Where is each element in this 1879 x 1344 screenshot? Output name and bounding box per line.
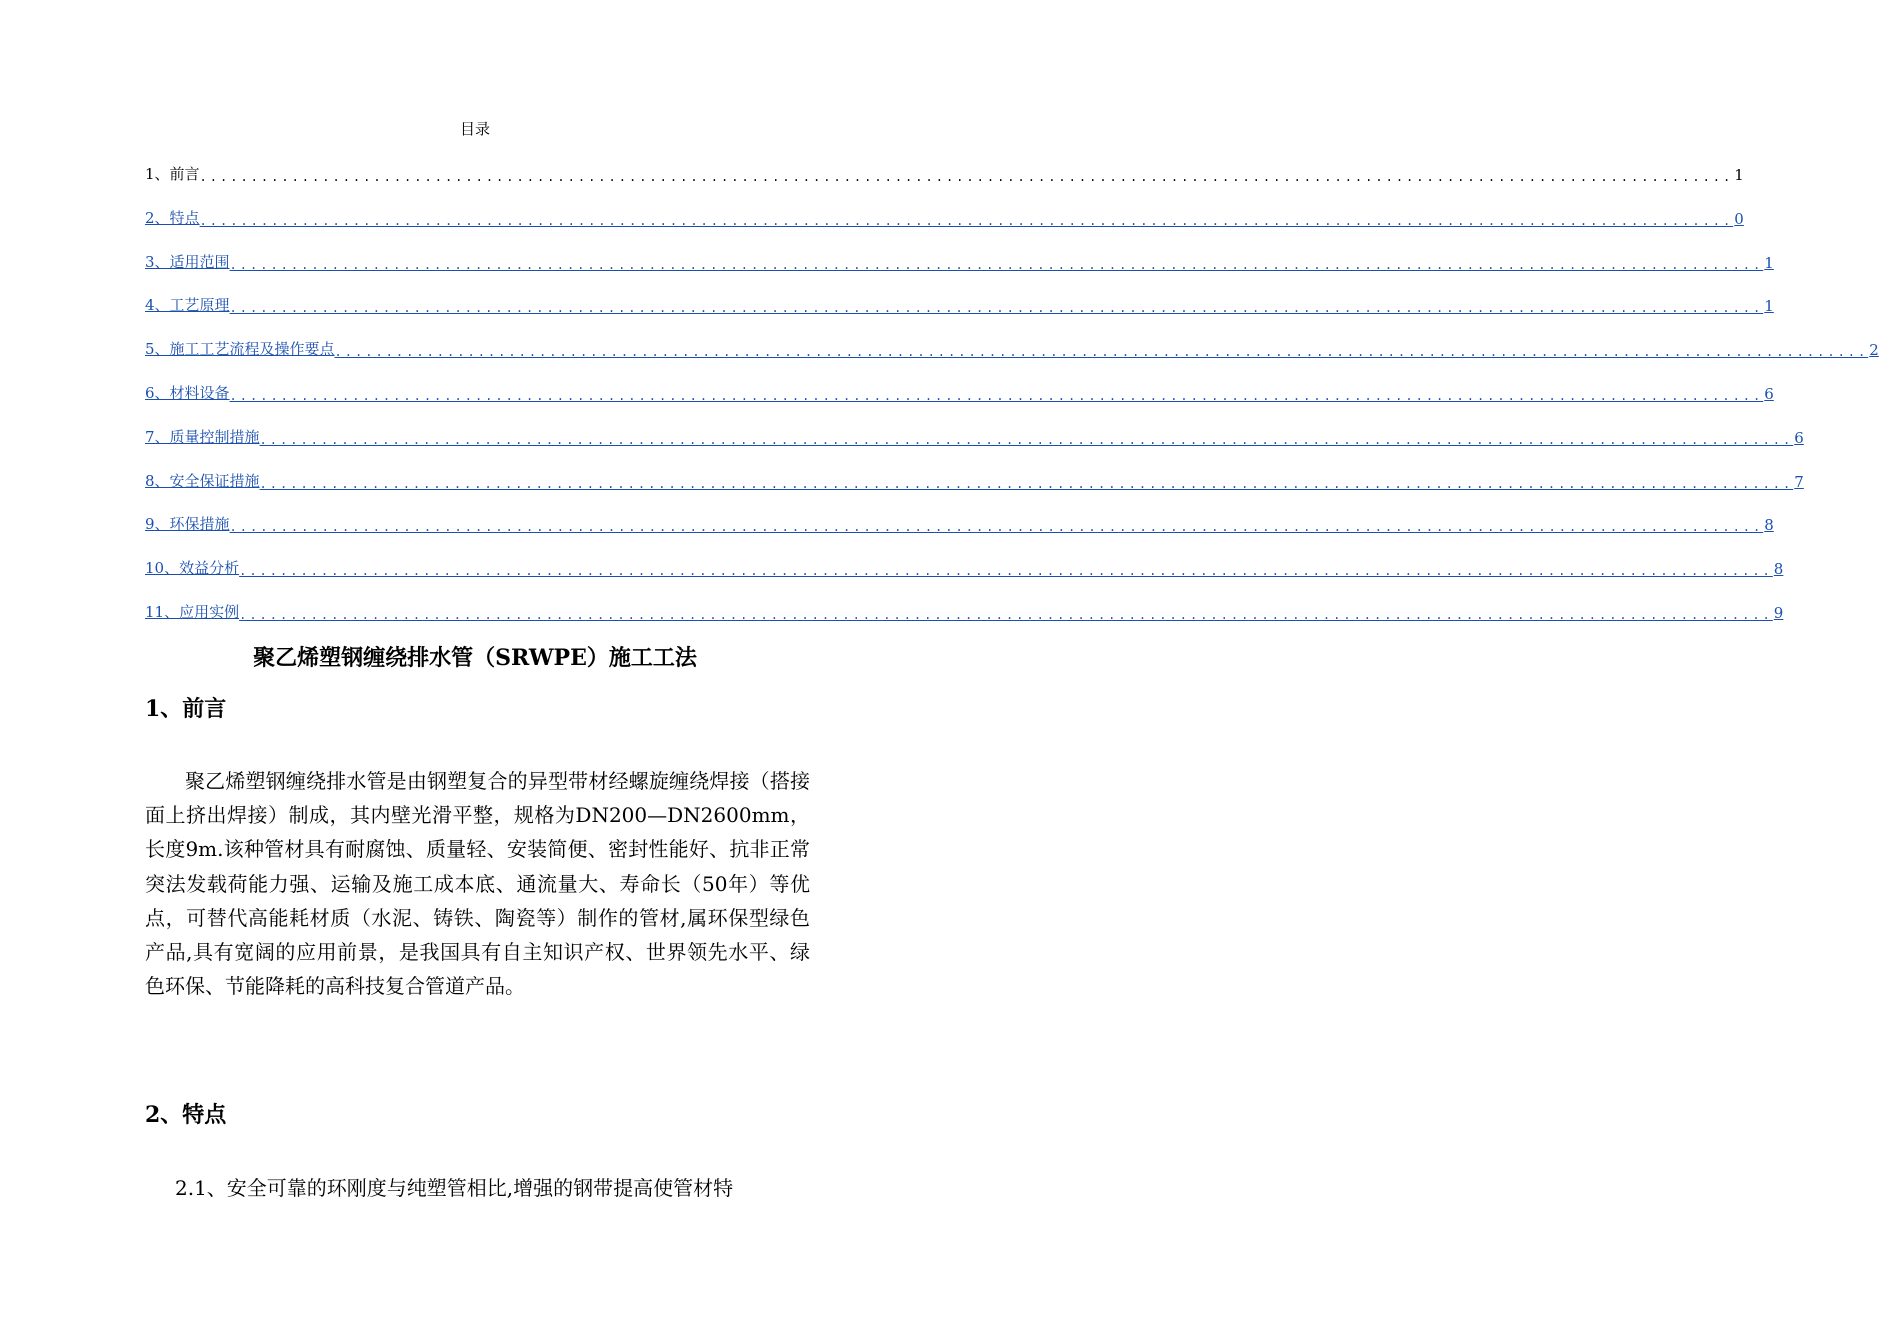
toc-entry-label: 4、工艺原理: [145, 296, 230, 315]
toc-entry-label: 10、效益分析: [145, 559, 240, 578]
toc-leader-dots: ......................................................................................................................................................: [259, 476, 1794, 491]
toc-entry-label: 9、环保措施: [145, 515, 230, 534]
toc-leader-dots: ......................................................................................................................................................: [199, 213, 1734, 228]
toc-entry[interactable]: [145, 447, 1804, 491]
document-title: 聚乙烯塑钢缠绕排水管（SRWPE）施工工法: [253, 645, 697, 671]
toc-entry[interactable]: [145, 578, 1784, 622]
toc-entry-label: 3、适用范围: [145, 252, 230, 271]
toc-leader-dots: ......................................................................................................................................................: [199, 170, 1734, 184]
toc-entry-label: 2、特点: [145, 208, 200, 227]
section-body-features: 2.1、安全可靠的环刚度与纯塑管相比,增强的钢带提高使管材特: [175, 1176, 734, 1200]
toc-entry[interactable]: [145, 403, 1804, 447]
toc-entry-label: 7、质量控制措施: [145, 427, 260, 446]
toc-leader-dots: ......................................................................................................................................................: [229, 388, 1764, 403]
toc-entry: [145, 160, 1744, 184]
toc-title: 目录: [459, 120, 490, 138]
section-heading-features: 2、特点: [145, 1102, 227, 1128]
section-heading-preface: 1、前言: [145, 696, 227, 722]
toc-entry-label: 11、应用实例: [145, 602, 240, 621]
toc-entry-label: 6、材料设备: [145, 383, 230, 402]
toc-leader-dots: ......................................................................................................................................................: [229, 301, 1764, 316]
table-of-contents: [145, 160, 1879, 622]
toc-leader-dots: ......................................................................................................................................................: [229, 520, 1764, 535]
toc-entry[interactable]: [145, 491, 1774, 535]
toc-entry-label: 8、安全保证措施: [145, 471, 260, 490]
toc-entry[interactable]: [145, 359, 1774, 403]
toc-entry[interactable]: [145, 315, 1879, 360]
toc-entry-page-number: 0: [1734, 209, 1744, 228]
toc-entry-page-number: 7: [1794, 472, 1804, 491]
toc-entry-page-number: 6: [1764, 384, 1774, 403]
toc-entry-page-number: 1: [1764, 297, 1774, 316]
toc-entry-label: 1、前言: [145, 165, 200, 183]
toc-entry-page-number: 6: [1794, 428, 1804, 447]
toc-leader-dots: ......................................................................................................................................................: [334, 345, 1869, 360]
toc-entry-label: 5、施工工艺流程及操作要点: [145, 340, 335, 359]
toc-entry-page-number: 2: [1869, 341, 1879, 360]
toc-entry-page-number: 9: [1773, 603, 1784, 622]
toc-leader-dots: ......................................................................................................................................................: [229, 257, 1764, 272]
toc-entry-page-number: 8: [1764, 516, 1774, 535]
toc-entry[interactable]: [145, 534, 1784, 579]
toc-leader-dots: ......................................................................................................................................................: [239, 607, 1773, 622]
toc-leader-dots: ......................................................................................................................................................: [239, 564, 1773, 579]
toc-entry[interactable]: [145, 184, 1744, 228]
toc-entry-page-number: 1: [1764, 253, 1774, 272]
toc-entry-page-number: 8: [1773, 560, 1784, 579]
toc-entry-page-number: 1: [1734, 166, 1744, 184]
section-body-preface: 聚乙烯塑钢缠绕排水管是由钢塑复合的异型带材经螺旋缠绕焊接（搭接面上挤出焊接）制成，其内壁光滑平整，规格为DN200—DN2600mm，长度9m.该种管材具有耐腐蚀、质量轻、安装简便、密封性能好、抗非正常突法发载荷能力强、运输及施工成本底、通流量大、寿命长（50年）等优点，可替代高能耗材质（水泥、铸铁、陶瓷等）制作的管材,属环保型绿色产品,具有宽阔的应用前景，是我国具有自主知识产权、世界领先水平、绿色环保、节能降耗的高科技复合管道产品。: [145, 769, 810, 999]
toc-entry[interactable]: [145, 228, 1774, 272]
toc-entry[interactable]: [145, 272, 1774, 316]
toc-leader-dots: ......................................................................................................................................................: [259, 432, 1794, 447]
